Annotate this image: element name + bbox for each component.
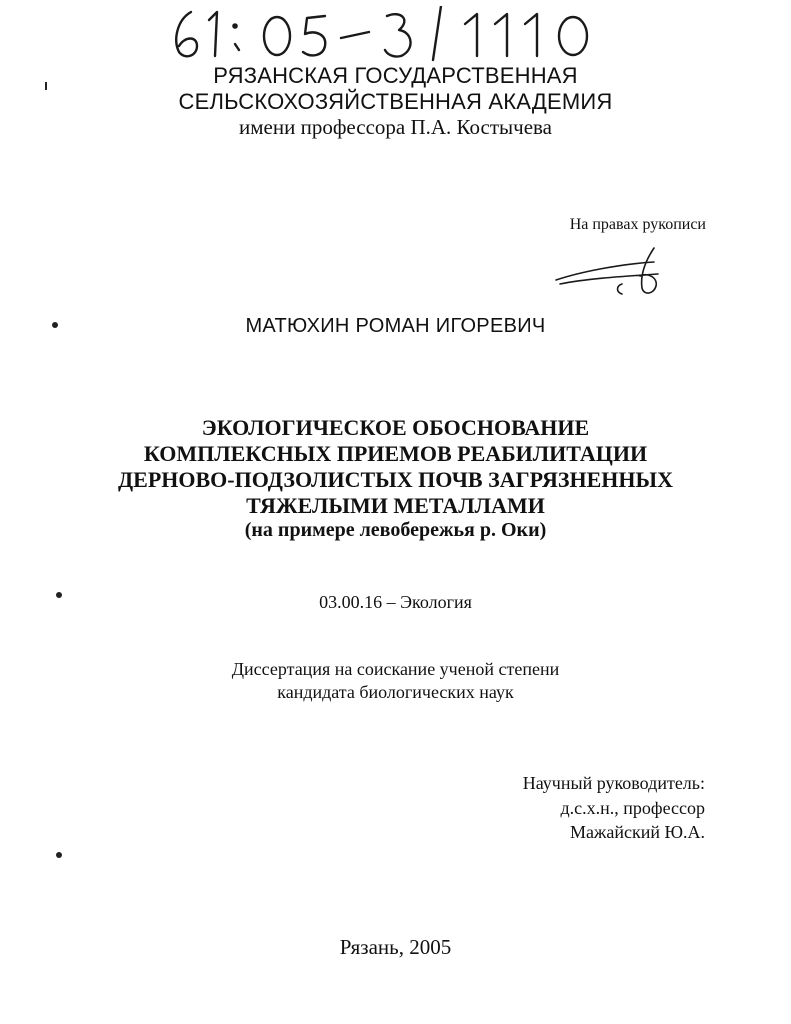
institution-line-3: имени профессора П.А. Костычева (239, 115, 552, 139)
degree-line-1: Диссертация на соискание ученой степени (231, 659, 560, 679)
degree-line-2: кандидата биологических наук (277, 682, 514, 702)
title-line-4: ТЯЖЕЛЫМИ МЕТАЛЛАМИ (246, 493, 545, 518)
scan-mark-4 (56, 852, 62, 858)
specialty-code: 03.00.16 – Экология (319, 592, 472, 612)
institution-line-1: РЯЗАНСКАЯ ГОСУДАРСТВЕННАЯ (213, 63, 578, 88)
author-signature (550, 240, 665, 300)
handwritten-archive-mark (165, 6, 605, 62)
city-year: Рязань, 2005 (339, 935, 452, 959)
institution-line-2: СЕЛЬСКОХОЗЯЙСТВЕННАЯ АКАДЕМИЯ (178, 89, 613, 114)
title-subtitle: (на примере левобережья р. Оки) (244, 519, 547, 541)
title-line-1: ЭКОЛОГИЧЕСКОЕ ОБОСНОВАНИЕ (201, 415, 590, 440)
supervisor-label: Научный руководитель: (522, 773, 705, 793)
title-line-2: КОМПЛЕКСНЫХ ПРИЕМОВ РЕАБИЛИТАЦИИ (143, 441, 648, 466)
manuscript-rights: На правах рукописи (569, 216, 706, 233)
supervisor-name: Мажайский Ю.А. (569, 822, 705, 842)
author-name: МАТЮХИН РОМАН ИГОРЕВИЧ (245, 315, 546, 337)
supervisor-degree: д.с.х.н., профессор (560, 798, 705, 818)
title-line-3: ДЕРНОВО-ПОДЗОЛИСТЫХ ПОЧВ ЗАГРЯЗНЕННЫХ (118, 467, 673, 492)
